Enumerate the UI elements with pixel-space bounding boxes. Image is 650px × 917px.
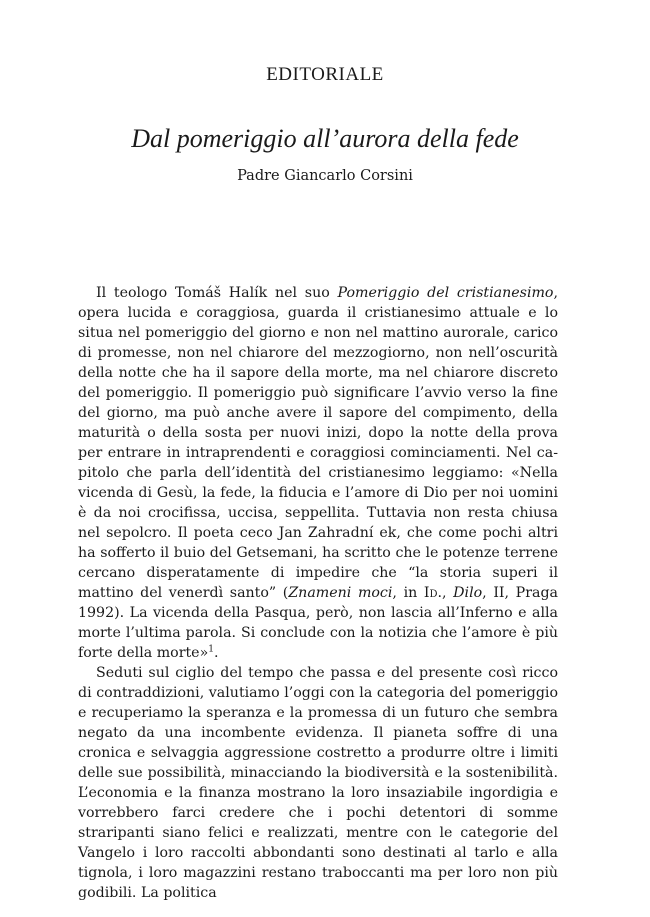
article-author: Padre Giancarlo Corsini: [237, 168, 413, 184]
p1-text-c: , opera lucida e coraggiosa, guarda il cristianesimo attuale e lo situa nel pomeriggio del giorno e non nel mattino aurorale, carico di promesse, non nel chiarore del mezzogiorno, non nell’oscurità della notte che ha il sapore della morte, ma nel chiarore discreto del pomeriggio. Il pomeriggio può significare l’avvio verso la fine del giorno, ma può anche avere il sapore del compimento, della maturità o della sosta per nuovi inizi, dopo la notte della prova per entrare in intraprendenti e coraggiosi cominciamenti. Nel capitolo che parla dell’identità del cristianesimo leggiamo: «Nella vicenda di Gesù, la fede, la fiducia e l’amore di Dio per noi uomini è da noi crocifissa, uccisa, seppellita. Tuttavia non resta chiusa nel sepolcro. Il poeta ceco Jan Zahradní ek, che come pochi altri ha sofferto il buio del Getsemani, ha scritto che le potenze terrene cercano disperatamente di impedire che “la storia superi il mattino del venerdì santo” (: [78, 285, 558, 601]
p1-text-i: , II, Praga 1992). La vicenda della Pasqua, però, non lascia all’Inferno e alla morte l’ultima parola. Si conclude con la notizia che l’amore è più forte della morte»: [78, 585, 558, 661]
article-title: Dal pomeriggio all’aurora della fede: [131, 124, 519, 153]
footnote-marker: 1: [208, 644, 214, 655]
p1-ibid: Id.: [423, 585, 443, 601]
p1-book-title: Pomeriggio del cristianesimo: [337, 285, 554, 301]
p1-cited-work: Dilo: [453, 585, 483, 601]
paragraph-1: [78, 283, 558, 663]
p1-text-a: Il teologo Tomáš Halík nel suo: [96, 285, 338, 301]
p1-text-j: .: [214, 645, 219, 661]
p1-cited-title: Znameni moci: [288, 585, 393, 601]
paragraph-2: Seduti sul ciglio del tempo che passa e del presente così ricco di contraddizioni, valutiamo l’oggi con la categoria del pomeriggio e recuperiamo la speranza e la promessa di un futuro che sembra negato da una incombente evidenza. Il pianeta soffre di una cronica e selvaggia aggressione costretto a produrre oltre i limiti delle sue possibilità, minacciando la biodiversità e la sostenibilità. L’economia e la finanza mostrano la loro insaziabile ingordigia e vorrebbero farci credere che i pochi detentori di somme straripanti siano felici e realizzati, mentre con le categorie del Vangelo i loro raccolti abbondanti sono destinati al tarlo e alla tignola, i loro magazzini restano traboccanti ma per loro non più godibili. La politica: [78, 665, 558, 901]
p1-text-g: ,: [442, 585, 454, 601]
p1-text-e: , in: [392, 585, 424, 601]
section-label: EDITORIALE: [266, 64, 384, 85]
article-body: [78, 283, 558, 903]
